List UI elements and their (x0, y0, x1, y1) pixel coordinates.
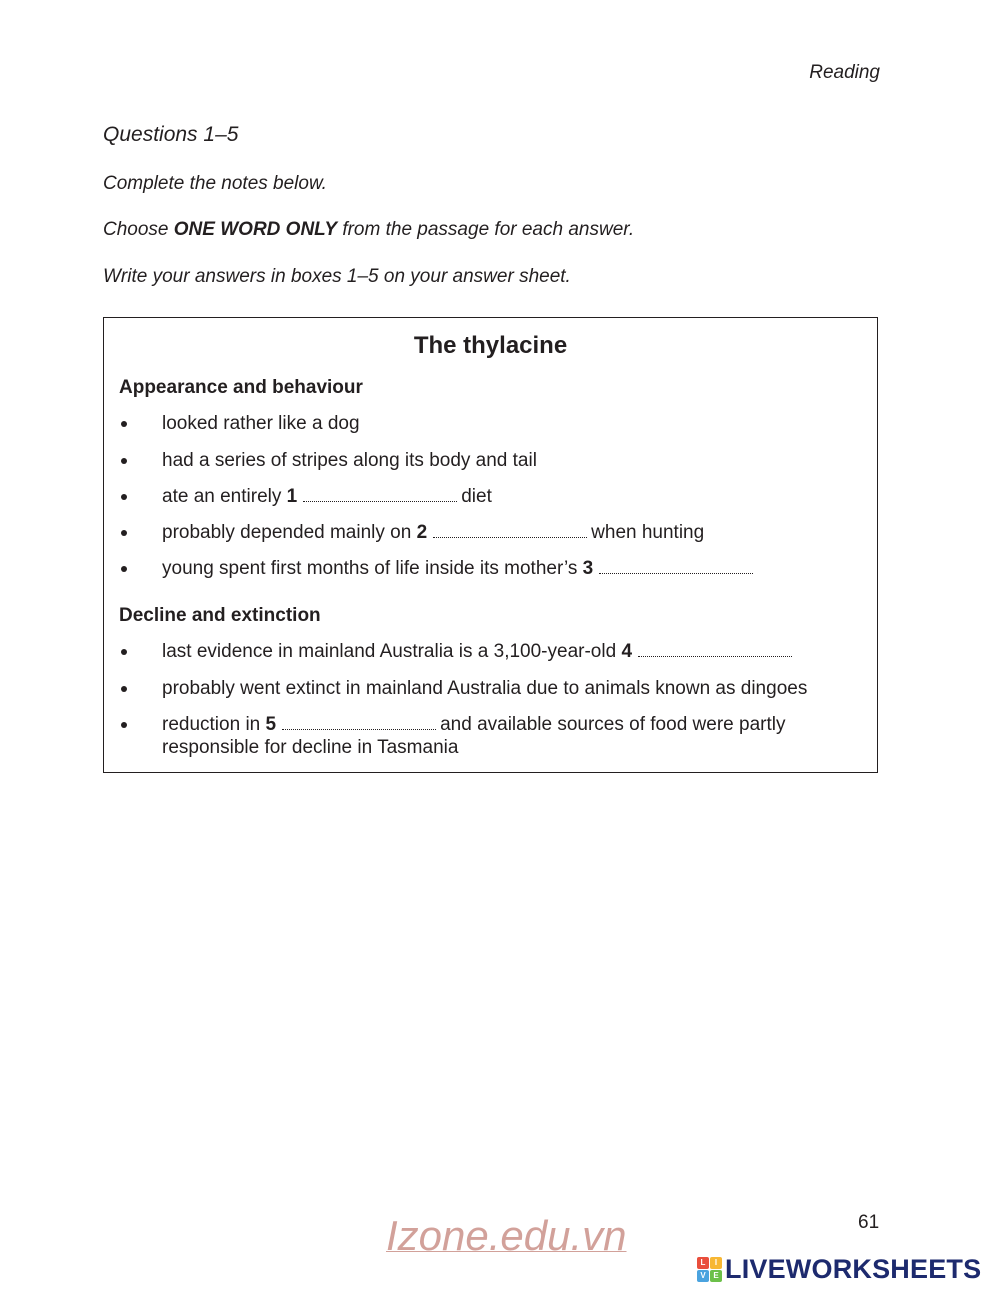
question-number-1: 1 (286, 486, 298, 507)
answer-gap-3[interactable] (599, 569, 753, 574)
question-number-2: 2 (416, 522, 428, 543)
list-item (119, 640, 869, 663)
bullet-text: young spent first months of life inside its mother’s (162, 558, 578, 579)
bullet-text: probably went extinct in mainland Australia due to animals known as dingoes (162, 678, 808, 699)
liveworksheets-logo[interactable] (697, 1254, 981, 1284)
bullet-text: looked rather like a dog (162, 413, 360, 434)
bullet-text: probably depended mainly on (162, 522, 412, 543)
question-number-4: 4 (621, 641, 633, 662)
list-item (119, 521, 869, 544)
list-item (119, 557, 869, 580)
bullet-text-continued: responsible for decline in Tasmania (162, 737, 459, 758)
questions-title: Questions 1–5 (103, 123, 239, 146)
instruction-choose (103, 219, 634, 241)
watermark-link[interactable]: Izone.edu.vn (386, 1212, 627, 1259)
question-number-3: 3 (582, 558, 594, 579)
instruction-choose-post: from the passage for each answer. (342, 219, 635, 240)
instruction-choose-pre: Choose (103, 219, 169, 240)
logo-letter-i: I (710, 1257, 722, 1269)
page-number: 61 (858, 1212, 880, 1233)
instruction-choose-bold: ONE WORD ONLY (173, 219, 338, 240)
bullet-text: and available sources of food were partly (440, 714, 786, 735)
bullet-text: diet (461, 486, 492, 507)
list-item (119, 449, 869, 472)
notes-title: The thylacine (413, 332, 568, 359)
bullet-text: last evidence in mainland Australia is a 3,100-year-old (162, 641, 617, 662)
logo-letter-e: E (710, 1270, 722, 1282)
question-number-5: 5 (265, 714, 277, 735)
list-item (119, 713, 869, 759)
section-heading-appearance: Appearance and behaviour (119, 377, 363, 398)
list-item (119, 677, 869, 700)
instruction-complete: Complete the notes below. (103, 173, 327, 194)
list-item (119, 485, 869, 508)
notes-box (103, 317, 878, 773)
answer-gap-4[interactable] (638, 652, 792, 657)
answer-gap-2[interactable] (433, 533, 587, 538)
bullet-text: ate an entirely (162, 486, 282, 507)
bullet-text: when hunting (591, 522, 705, 543)
logo-letter-v: V (697, 1270, 709, 1282)
list-item (119, 412, 869, 435)
bullet-text: reduction in (162, 714, 261, 735)
instruction-write: Write your answers in boxes 1–5 on your answer sheet. (103, 266, 571, 287)
liveworksheets-logo-icon (697, 1257, 722, 1282)
answer-gap-5[interactable] (282, 725, 436, 730)
section-label: Reading (809, 62, 880, 83)
bullet-text: had a series of stripes along its body and tail (162, 450, 537, 471)
section-heading-decline: Decline and extinction (119, 605, 321, 626)
answer-gap-1[interactable] (303, 497, 457, 502)
logo-letter-l: L (697, 1257, 709, 1269)
liveworksheets-brand: LIVEWORKSHEETS (725, 1253, 982, 1284)
